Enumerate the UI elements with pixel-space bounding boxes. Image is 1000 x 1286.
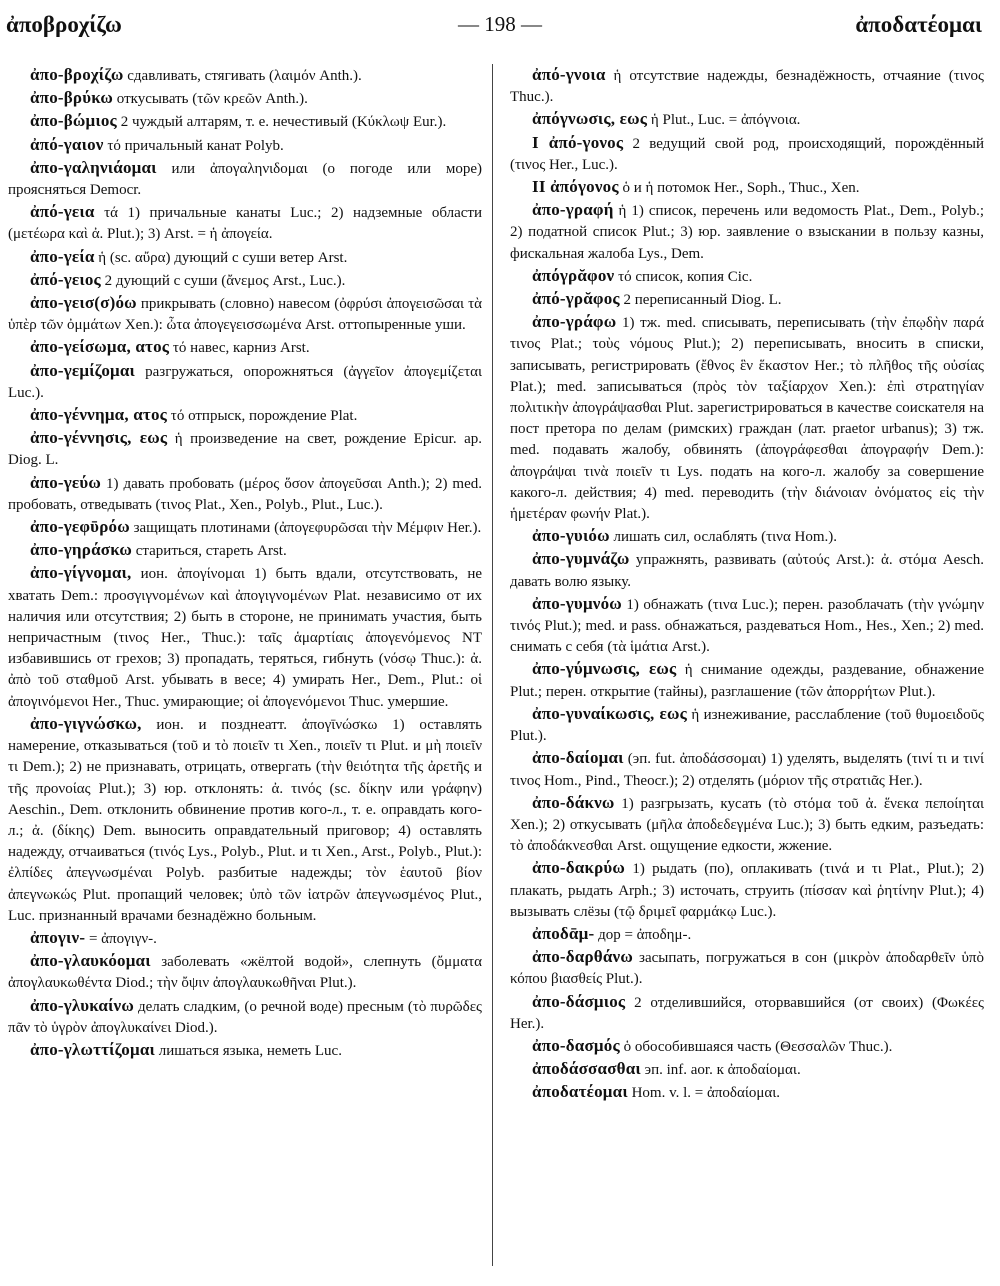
entry-headword: ἀπο-γλωττίζομαι [30, 1039, 155, 1059]
dictionary-entry [510, 108, 984, 131]
dictionary-entry [510, 1058, 984, 1081]
dictionary-entry [510, 64, 984, 108]
entry-headword: ἀπο-δακρύω [532, 858, 626, 878]
dictionary-entry [510, 593, 984, 659]
dictionary-entry [8, 927, 482, 950]
entry-headword: II ἀπόγονος [532, 177, 619, 197]
dictionary-entry [510, 792, 984, 858]
entry-headword: ἀποδατέομαι [532, 1082, 628, 1102]
entry-headword: ἀπόγνωσις, εως [532, 109, 648, 129]
dictionary-entry [8, 516, 482, 539]
entry-headword: ἀπο-γύμνωσις, εως [532, 659, 677, 679]
entry-definition: ион. и позднеатт. ἀπογῑνώσκω 1) оставлять намерение, отказываться (τοῦ и τὸ ποιεῖν τι Xen., ποιεῖν τι Plut. и μὴ ποιεῖν τι Dem.); 2) не признавать, отрицать, отвергать (τὴν θειότητα τῆς ἀρετῆς и τῆς προνοίας Plut.); 3) юр. отклонять: ἀ. τινός (sc. δίκην или γράφην) Aeschin., Dem. отклонить обвинение против кого-л., т. е. оправдать кого-л.; ἀ. (δίκης) Dem. выносить оправдательный приговор; 4) оставлять надежду, отчаиваться (τινός Lys., Polyb., Plut. и τι Xen., Arst., Polyb., Plut.): ἐλπίδες ἀπεγνωσμέναι Polyb. разбитые надежды; τὸν ἑαυτοῦ βίον ἀπεγνωκώς Plut. пропащий человек; ὑπὸ τῶν ἰατρῶν ἀπεγνωσμένος Plut., Luc. признанный врачами безнадёжно больным. [8, 716, 482, 924]
entry-headword: ἀπο-δασμός [532, 1035, 620, 1055]
dictionary-entry [8, 292, 482, 336]
dictionary-entry [510, 199, 984, 265]
entry-headword: ἀπο-γραφή [532, 200, 614, 220]
dictionary-entry [510, 658, 984, 702]
page-number: — 198 — [458, 12, 542, 36]
dictionary-entry [8, 360, 482, 404]
entry-headword: ἀπο-γεφῡρόω [30, 517, 130, 537]
dictionary-entry [8, 427, 482, 471]
entry-definition: (эп. fut. ἀποδάσσομαι) 1) уделять, выделять (τινί τι и τινί τινος Hom., Pind., Theocr.); 2) отделять (μόριον τῆς στρατιᾶς Her.). [510, 751, 984, 789]
dictionary-entry [8, 87, 482, 110]
entry-headword: ἀπό-γρᾰφος [532, 289, 620, 309]
entry-definition: лишаться языка, неметь Luc. [154, 1042, 342, 1059]
entry-headword: ἀπό-γειος [30, 269, 101, 289]
entry-definition: ἡ снимание одежды, раздевание, обнажение Plut.; перен. открытие (тайны), разглашение (τῶν ἀπορρήτων Plut.). [510, 662, 984, 700]
dictionary-entry [510, 311, 984, 525]
entry-definition: ἡ 1) список, перечень или ведомость Plat., Dem., Polyb.; 2) податной список Plut.; 3) юр. заявление о взыскании в пользу казны, фискальная жалоба Lys., Dem. [510, 203, 984, 262]
entry-headword: ἀπο-γλαυκόομαι [30, 951, 151, 971]
entry-headword: ἀπο-δαρθάνω [532, 947, 633, 967]
entry-definition: 2 переписанный Diog. L. [619, 292, 782, 309]
entry-definition: сдавливать, стягивать (λαιμόν Anth.). [123, 68, 362, 84]
entry-headword: ἀπό-γνοια [532, 65, 606, 84]
entry-headword: ἀπο-γείσωμα, ατος [30, 337, 170, 357]
entry-headword: ἀπο-γέννησις, εως [30, 428, 168, 448]
entry-headword: ἀπο-γιγνώσκω, [30, 713, 142, 733]
entry-headword: ἀπο-γέννημα, ατος [30, 405, 168, 425]
dictionary-entry [8, 950, 482, 994]
entry-headword: ἀπο-δάκνω [532, 792, 615, 812]
entry-definition: или ἀπογαληνιδομαι (о погоде или море) проясняться Democr. [8, 160, 482, 199]
entry-definition: ἡ (sc. αὔρα) дующий с суши ветер Arst. [94, 249, 348, 266]
entry-definition: ἡ Plut., Luc. = ἀπόγνοια. [647, 112, 801, 129]
entry-definition: τά 1) причальные канаты Luc.; 2) надземные области (μετέωρα καὶ ἀ. Plut.); 3) Arst. = ἡ ἀπογεία. [8, 205, 482, 243]
entry-definition: делать сладким, (о речной воде) пресным (τὸ πυρῶδες πᾶν τὸ ὑγρὸν ἀπογλυκαίνει Diod.). [8, 998, 482, 1036]
dictionary-entry [8, 110, 482, 133]
entry-definition: засыпать, погружаться в сон (μικρὸν ἀποδαρθεῖν ὑπὸ κόπου βιασθείς Plut.). [510, 950, 984, 988]
dictionary-entry [8, 201, 482, 245]
dictionary-entry [510, 923, 984, 946]
entry-headword: ἀπο-γλυκαίνω [30, 995, 134, 1015]
entry-headword: ἀπο-γεύω [30, 472, 102, 492]
dictionary-entry [510, 288, 984, 311]
dictionary-entry [8, 246, 482, 269]
dictionary-entry [8, 562, 482, 712]
entry-definition: 1) тж. med. списывать, переписывать (τὴν ἐπῳδὴν παρά τινος Plat.; τοὺς νόμους Plut.); 2) переписывать, вносить в списки, записывать, регистрировать (ἔθνος ἓν ἕκαστον Her.; τὸ πλῆθος τῆς οὐσίας Plat.); med. записываться (πρὸς τὸν ταξίαρχον Xen.): ἐπὶ στρατηγίαν πολιτικὴν ἀπογράψασθαι Plut. зарегистрироваться в качестве соискателя на пост претора по делам (римских) граждан (лат. praetor urbanus); 3) тж. med. подавать жалобу, обвинять (ἀπογράφεσθαι ἀπογραφήν Dem.): ἀπογράψαι τινὰ ποιεῖν τι Lys. подать на кого-л. жалобу за совершение какого-л. действия; 4) med. переводить (τὴν διάνοιαν ὀνόματος εἰς τὴν ἡμετέραν φωνήν Plat.). [510, 315, 984, 523]
entry-headword: ἀπογιν- [30, 927, 86, 947]
entry-headword: I ἀπό-γονος [532, 132, 624, 152]
entry-definition: τό причальный канат Polyb. [103, 137, 284, 154]
dictionary-entry [510, 176, 984, 199]
entry-headword: ἀπό-γαιον [30, 134, 104, 154]
dictionary-entry [8, 404, 482, 427]
dictionary-entry [8, 539, 482, 562]
entry-headword: ἀπο-γηράσκω [30, 540, 132, 560]
entry-definition: эп. inf. aor. к ἀποδαίομαι. [640, 1062, 801, 1079]
entry-definition: τό отпрыск, порождение Plat. [167, 408, 358, 425]
entry-headword: ἀπο-δάσμιος [532, 991, 626, 1011]
dictionary-entry [8, 995, 482, 1039]
entry-definition: ἡ отсутствие надежды, безнадёжность, отчаяние (τινος Thuc.). [510, 68, 984, 106]
dictionary-entry [8, 472, 482, 516]
entry-definition: Hom. v. l. = ἀποδαίομαι. [627, 1085, 781, 1102]
entry-definition: 1) давать пробовать (μέρος ὅσον ἀπογεῦσαι Anth.); 2) med. пробовать, отведывать (τινος Plat., Xen., Polyb., Plut., Luc.). [8, 475, 482, 513]
entry-definition: 1) обнажать (τινα Luc.); перен. разоблачать (τὴν γνώμην τινός Plut.); med. и pass. обнажаться, раздеваться Hom., Hes., Xen.; 2) med. снимать с себя (τὰ ἱμάτια Arst.). [510, 596, 984, 656]
entry-definition: откусывать (τῶν κρεῶν Anth.). [113, 91, 308, 108]
dictionary-entry [8, 1039, 482, 1062]
entry-headword: ἀπο-βροχίζω [30, 65, 124, 84]
dictionary-entry [8, 336, 482, 359]
entry-definition: защищать плотинами (ἀπογεφυρῶσαι τὴν Μέμφιν Her.). [129, 520, 482, 537]
entry-definition: стариться, стареть Arst. [131, 543, 287, 560]
entry-definition: 2 чуждый алтарям, т. е. нечестивый (Κύκλωψ Eur.). [116, 114, 447, 131]
entry-headword: ἀπο-γράφω [532, 312, 617, 332]
entry-headword: ἀπο-γυμνάζω [532, 549, 630, 569]
dictionary-entry [8, 64, 482, 87]
entry-definition: ὁ и ἡ потомок Her., Soph., Thuc., Xen. [618, 180, 860, 197]
entry-definition: ион. ἀπογίνομαι 1) быть вдали, отсутствовать, не хватать Dem.: προσγιγνομένων καὶ ἀπογιγνομένων Plat. независимо от их наличия или отсутствия; 2) быть в стороне, не принимать участия, быть непричастным (τινος Her., Thuc.): ταῖς ἁμαρτίαις ἀπογενόμενος NT избавившись от грехов; 3) пропадать, теряться, гибнуть (νόσῳ Thuc.): ἀ. ἀπὸ τοῦ σταθμοῦ Arst. убывать в весе; 4) умирать Her., Dem., Plut.: οἱ ἀπογινόμενοι Her., Thuc. умирающие; οἱ ἀπογενόμενοι Thuc. умершие. [8, 566, 482, 710]
right-column [510, 64, 984, 1105]
running-head-left: ἀποβροχίζω [6, 12, 122, 37]
dictionary-entry [510, 991, 984, 1035]
running-head-right: ἀποδατέομαι [855, 12, 982, 37]
dictionary-entry [8, 713, 482, 927]
dictionary-entry [8, 157, 482, 201]
entry-definition: 2 отделившийся, оторвавшийся (от своих) (Φωκέες Her.). [510, 994, 984, 1032]
entry-definition: 1) разгрызать, кусать (τὸ στόμα τοῦ ἀ. ἕνεκα πεποίηται Xen.); 2) откусывать (μῆλα ἀποδεδεγμένα Luc.); 3) быть едким, разъедать: τὸ ἀποδάκνεσθαι Arst. ощущение едкости, жжение. [510, 795, 984, 855]
entry-headword: ἀπο-βώμιος [30, 111, 117, 131]
entry-headword: ἀπό-γεια [30, 202, 95, 222]
page-header [0, 0, 1000, 48]
dictionary-entry [510, 525, 984, 548]
entry-definition: прикрывать (словно) навесом (ὀφρύσι ἀπογεισῶσαι τὰ ὑπὲρ τῶν ὀμμάτων Xen.): ὦτα ἀπογεγεισσωμένα Arst. оттопыренные уши. [8, 296, 482, 334]
entry-headword: ἀπο-γυιόω [532, 526, 610, 546]
entry-definition: ἡ изнеживание, расслабление (τοῦ θυμοειδοῦς Plut.). [510, 706, 984, 745]
dictionary-entry [510, 1035, 984, 1058]
entry-definition: 2 ведущий свой род, происходящий, порождённый (τινος Her., Luc.). [510, 135, 985, 173]
dictionary-entry [510, 703, 984, 747]
dictionary-entry [510, 857, 984, 923]
entry-headword: ἀπο-δαίομαι [532, 748, 624, 768]
entry-headword: ἀποδάσσασθαι [532, 1059, 641, 1079]
entry-definition: заболевать «жёлтой водой», слепнуть (ὄμματα ἀπογλαυκωθέντα Diod.; τὴν ὄψιν ἀπογλαυκωθῆναι Plut.). [8, 954, 482, 992]
dictionary-entry [8, 134, 482, 157]
entry-headword: ἀπο-γυμνόω [532, 593, 622, 613]
entry-definition: ὁ обособившаяся часть (Θεσσαλῶν Thuc.). [619, 1038, 893, 1055]
entry-headword: ἀπο-γεισ(σ)όω [30, 293, 137, 313]
entry-headword: ἀπο-γίγνομαι, [30, 563, 132, 583]
dictionary-entry [510, 132, 984, 176]
dictionary-entry [8, 269, 482, 292]
dictionary-entry [510, 747, 984, 791]
entry-headword: ἀπο-γυναίκωσις, εως [532, 703, 687, 723]
entry-definition: = ἀπογιγν-. [85, 930, 157, 947]
entry-definition: ἡ произведение на свет, рождение Epicur. ap. Diog. L. [8, 431, 482, 469]
entry-definition: 1) рыдать (по), оплакивать (τινά и τι Plat., Plut.); 2) плакать, рыдать Arph.; 3) источать, струить (πίσσαν καὶ ῥητίνην Plut.); 4) вызывать слёзы (τῷ δριμεῖ φαρμάκῳ Luc.). [510, 861, 984, 920]
entry-definition: τό навес, карниз Arst. [169, 340, 310, 357]
dictionary-entry [510, 265, 984, 288]
entry-definition: лишать сил, ослаблять (τινα Hom.). [609, 529, 838, 546]
dictionary-entry [510, 1081, 984, 1104]
dictionary-entry [510, 946, 984, 990]
column-divider [492, 64, 493, 1266]
entry-headword: ἀπο-γαληνιάομαι [30, 157, 157, 177]
entry-headword: ἀποδᾱμ- [532, 923, 595, 943]
left-column [8, 64, 482, 1062]
entry-definition: упражнять, развивать (αὐτούς Arst.): ἀ. στόμα Aesch. давать волю языку. [510, 552, 984, 590]
entry-definition: τό список, копия Cic. [614, 268, 753, 285]
entry-definition: дор = ἀποδημ-. [594, 926, 692, 943]
entry-headword: ἀπόγρᾰφον [532, 265, 615, 285]
entry-headword: ἀπο-βρύκω [30, 88, 114, 108]
dictionary-entry [510, 548, 984, 592]
entry-headword: ἀπο-γεία [30, 246, 95, 266]
entry-definition: разгружаться, опорожняться (ἀγγεῖον ἀπογεμίζεται Luc.). [8, 363, 482, 401]
entry-headword: ἀπο-γεμίζομαι [30, 360, 136, 380]
entry-definition: 2 дующий с суши (ἄνεμος Arst., Luc.). [100, 272, 346, 289]
